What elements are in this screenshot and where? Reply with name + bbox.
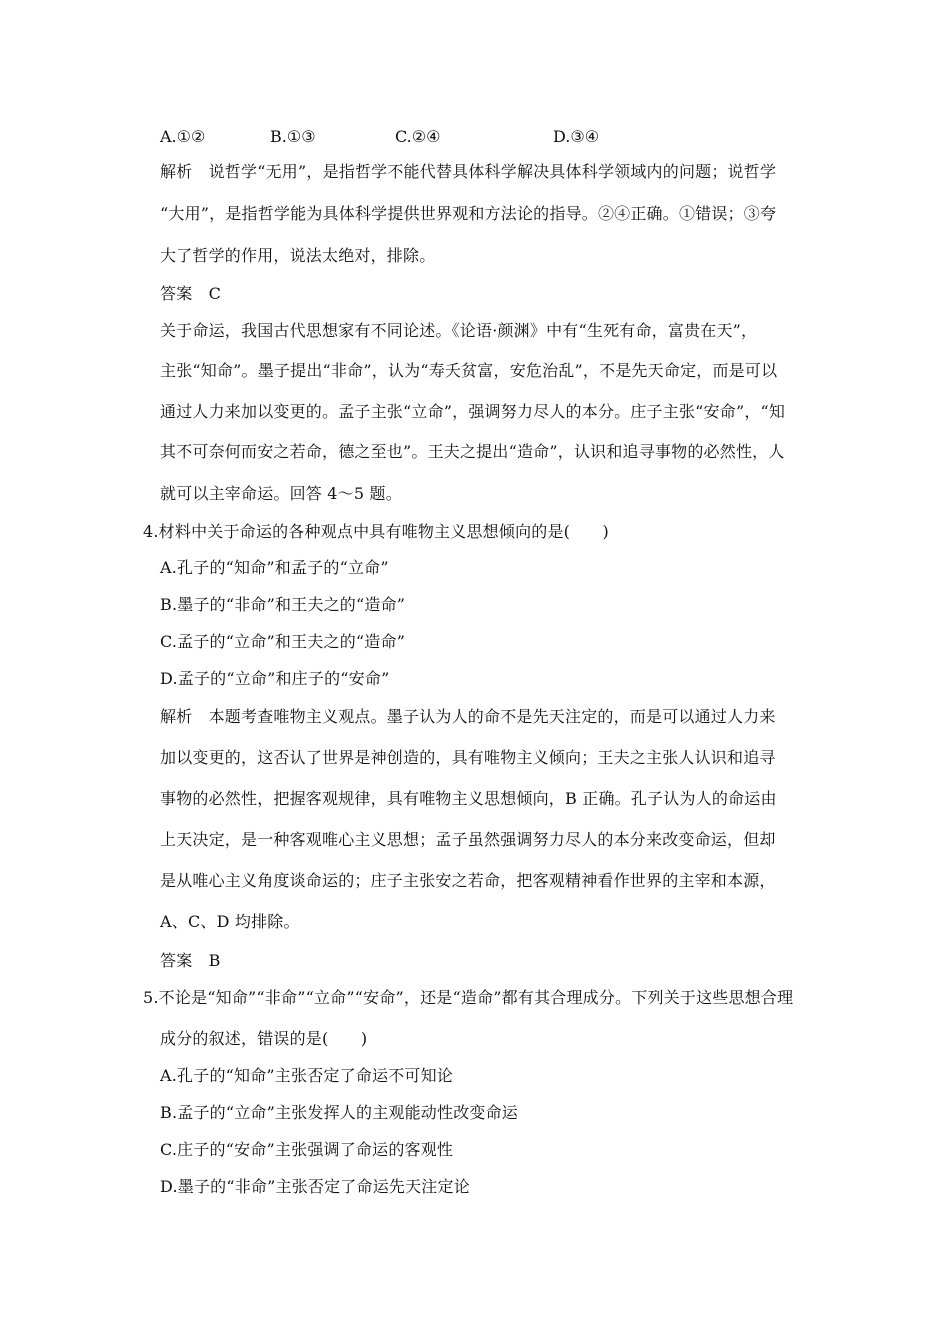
q3-option-b: B.①③ [270, 127, 316, 146]
q5-option: D.墨子的“非命”主张否定了命运先天注定论 [160, 1177, 470, 1196]
q3-option-c: C.②④ [395, 127, 441, 146]
q5-option: B.孟子的“立命”主张发挥人的主观能动性改变命运 [160, 1103, 519, 1122]
q5-stem-line: 成分的叙述，错误的是( ) [160, 1029, 368, 1048]
material-line: 通过人力来加以变更的。孟子主张“立命”，强调努力尽人的本分。庄子主张“安命”，“知 [160, 402, 786, 421]
q4-analysis-line: A、C、D 均排除。 [160, 912, 300, 931]
q4-analysis-line: 事物的必然性，把握客观规律，具有唯物主义思想倾向，B 正确。孔子认为人的命运由 [160, 789, 777, 808]
q4-option: B.墨子的“非命”和王夫之的“造命” [160, 595, 406, 614]
q3-analysis-line: “大用”，是指哲学能为具体科学提供世界观和方法论的指导。②④正确。①错误；③夸 [160, 204, 777, 223]
q3-analysis-line: 大了哲学的作用，说法太绝对，排除。 [160, 246, 436, 265]
q4-analysis-line: 是从唯心主义角度谈命运的；庄子主张安之若命，把客观精神看作世界的主宰和本源， [160, 871, 776, 890]
q5-stem-line: 5.不论是“知命”“非命”“立命”“安命”，还是“造命”都有其合理成分。下列关于这些思想合理 [143, 988, 794, 1007]
q4-option: C.孟子的“立命”和王夫之的“造命” [160, 632, 406, 651]
q3-option-a: A.①② [160, 127, 206, 146]
material-line: 主张“知命”。墨子提出“非命”，认为“寿夭贫富，安危治乱”，不是先天命定，而是可以 [160, 361, 778, 380]
q4-analysis-line: 加以变更的，这否认了世界是神创造的，具有唯物主义倾向；王夫之主张人认识和追寻 [160, 748, 776, 767]
material-line: 其不可奈何而安之若命，德之至也”。王夫之提出“造命”，认识和追寻事物的必然性，人 [160, 442, 785, 461]
q4-stem: 4.材料中关于命运的各种观点中具有唯物主义思想倾向的是( ) [143, 522, 609, 541]
q4-option: D.孟子的“立命”和庄子的“安命” [160, 669, 390, 688]
q5-option: C.庄子的“安命”主张强调了命运的客观性 [160, 1140, 454, 1159]
material-line: 就可以主宰命运。回答 4～5 题。 [160, 484, 402, 503]
q3-option-d: D.③④ [553, 127, 600, 146]
q4-analysis-line: 解析 本题考查唯物主义观点。墨子认为人的命不是先天注定的，而是可以通过人力来 [160, 707, 776, 726]
q4-answer: 答案 B [160, 951, 221, 970]
q3-options [160, 126, 860, 148]
material-line: 关于命运，我国古代思想家有不同论述。《论语·颜渊》中有“生死有命，富贵在天”， [160, 321, 758, 340]
q3-answer: 答案 C [160, 284, 222, 303]
q5-option: A.孔子的“知命”主张否定了命运不可知论 [160, 1066, 454, 1085]
q4-option: A.孔子的“知命”和孟子的“立命” [160, 558, 389, 577]
q4-analysis-line: 上天决定，是一种客观唯心主义思想；孟子虽然强调努力尽人的本分来改变命运，但却 [160, 830, 776, 849]
q3-analysis-line: 解析 说哲学“无用”，是指哲学不能代替具体科学解决具体科学领域内的问题；说哲学 [160, 162, 777, 181]
